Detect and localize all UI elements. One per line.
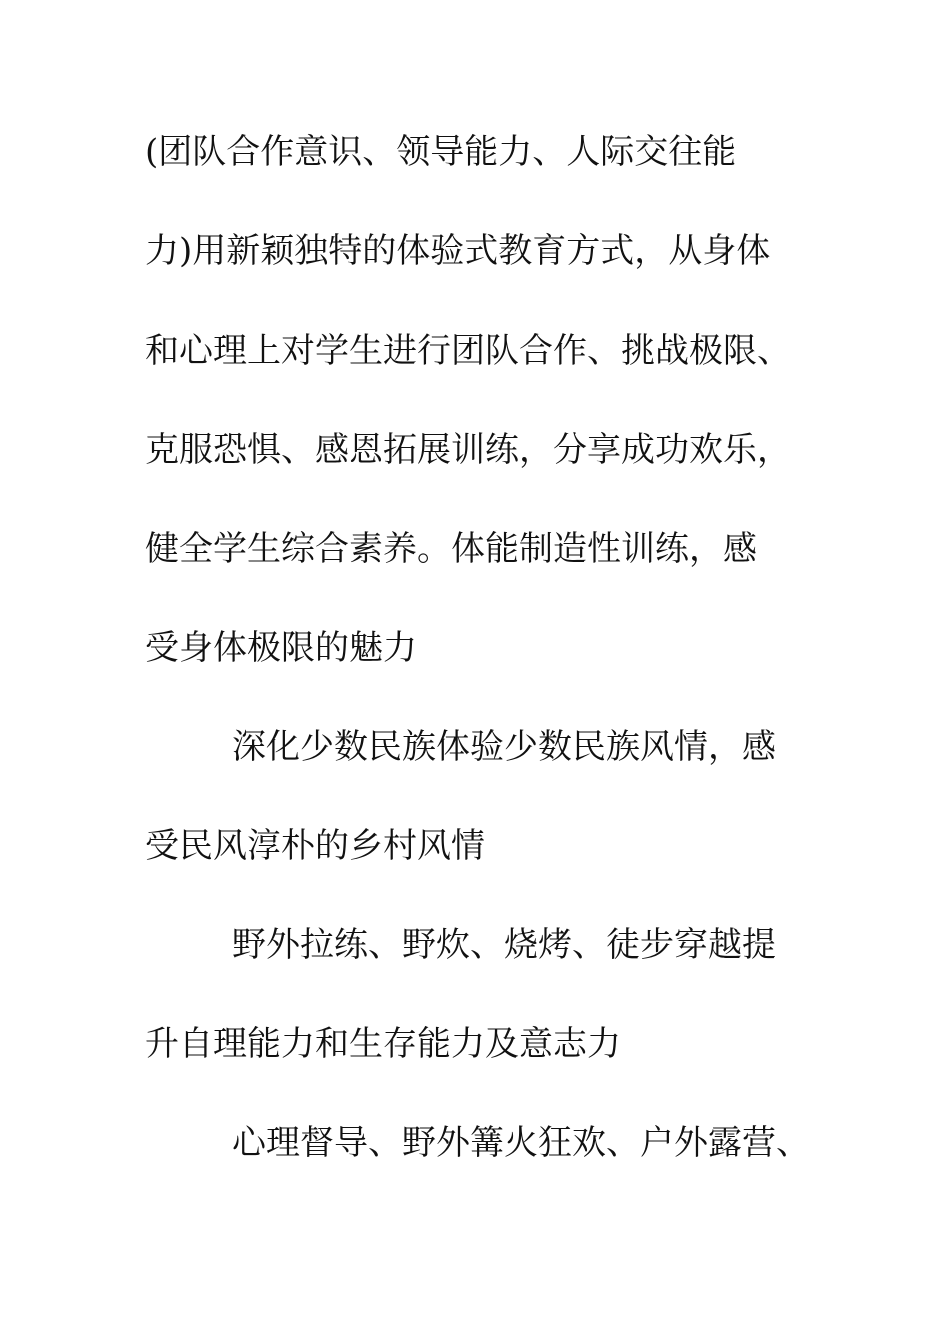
paragraph-line: (团队合作意识、领导能力、人际交往能 (145, 132, 737, 172)
paragraph-line: 升自理能力和生存能力及意志力 (145, 1024, 621, 1064)
paragraph-line-indented: 心理督导、野外篝火狂欢、户外露营、 (232, 1123, 810, 1163)
paragraph-line: 受民风淳朴的乡村风情 (145, 826, 485, 866)
paragraph-line: 克服恐惧、感恩拓展训练，分享成功欢乐， (145, 430, 791, 470)
paragraph-line: 受身体极限的魅力 (145, 628, 417, 668)
paragraph-line: 健全学生综合素养。体能制造性训练，感 (145, 529, 757, 569)
paragraph-line: 力)用新颖独特的体验式教育方式，从身体 (145, 231, 771, 271)
paragraph-line: 和心理上对学生进行团队合作、挑战极限、 (145, 331, 791, 371)
paragraph-line-indented: 野外拉练、野炊、烧烤、徒步穿越提 (232, 925, 776, 965)
paragraph-line-indented: 深化少数民族体验少数民族风情，感 (232, 727, 776, 767)
